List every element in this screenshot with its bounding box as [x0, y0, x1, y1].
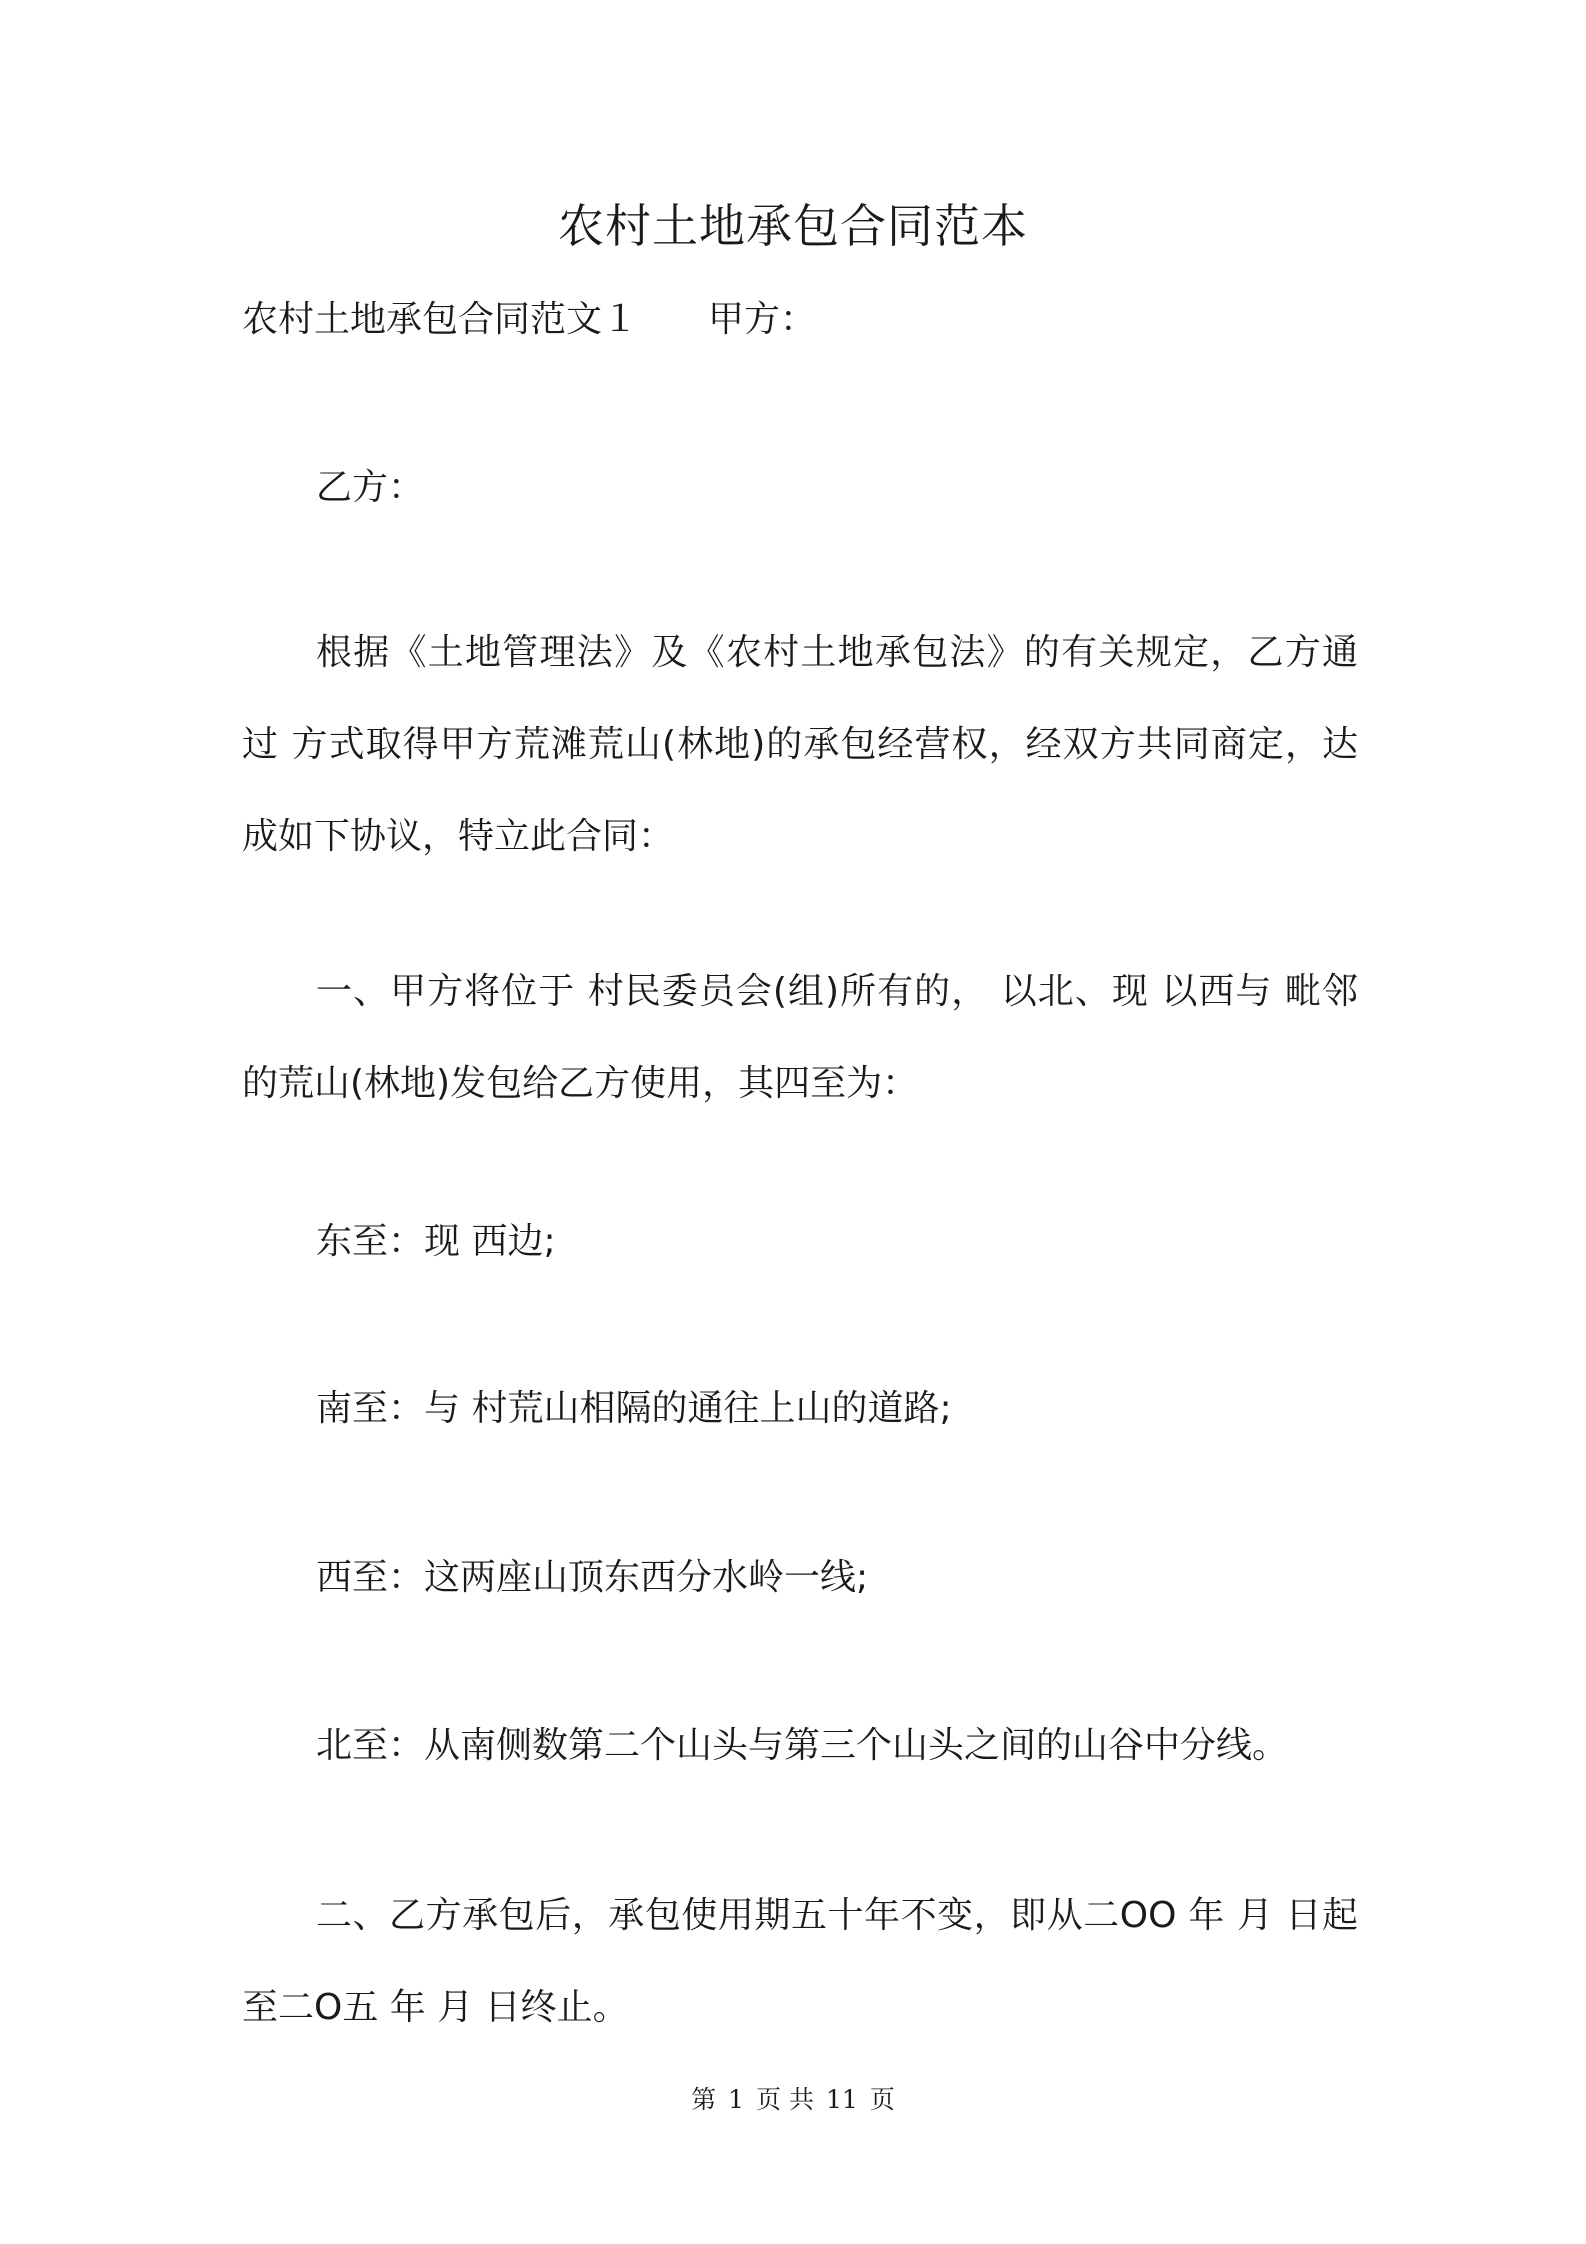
party-a-label: 甲方：: [708, 299, 817, 340]
paragraph-north-boundary: 北至：从南侧数第二个山头与第三个山头之间的山谷中分线。: [316, 1725, 1289, 1766]
footer-middle: 页 共: [756, 2085, 815, 2114]
footer-current-page: 1: [728, 2085, 745, 2114]
paragraph-basis: 根据《土地管理法》及《农村土地承包法》的有关规定，乙方通过 方式取得甲方荒滩荒山(林地)的承包经营权，经双方共同商定，达成如下协议，特立此合同：: [242, 632, 1358, 857]
footer-prefix: 第: [691, 2085, 717, 2114]
intro-label: 农村土地承包合同范文１: [242, 299, 639, 340]
footer-total-pages: 11: [826, 2085, 858, 2114]
paragraph-south-boundary: 南至：与 村荒山相隔的通往上山的道路;: [316, 1388, 952, 1429]
paragraph-clause-one: 一、甲方将位于 村民委员会(组)所有的， 以北、现 以西与 毗邻的荒山(林地)发包给乙方使用，其四至为：: [242, 971, 1358, 1104]
page-footer: [0, 2083, 1586, 2117]
paragraph-west-boundary: 西至：这两座山顶东西分水岭一线;: [316, 1557, 869, 1598]
footer-suffix: 页: [869, 2085, 895, 2114]
paragraph-east-boundary: 东至：现 西边;: [316, 1221, 556, 1262]
document-title: 农村土地承包合同范本: [558, 199, 1028, 253]
intro-line: [242, 274, 1358, 366]
party-b-label: 乙方：: [316, 467, 425, 508]
paragraph-clause-two: 二、乙方承包后，承包使用期五十年不变，即从二OO 年 月 日起至二O五 年 月 日终止。: [242, 1895, 1358, 2028]
